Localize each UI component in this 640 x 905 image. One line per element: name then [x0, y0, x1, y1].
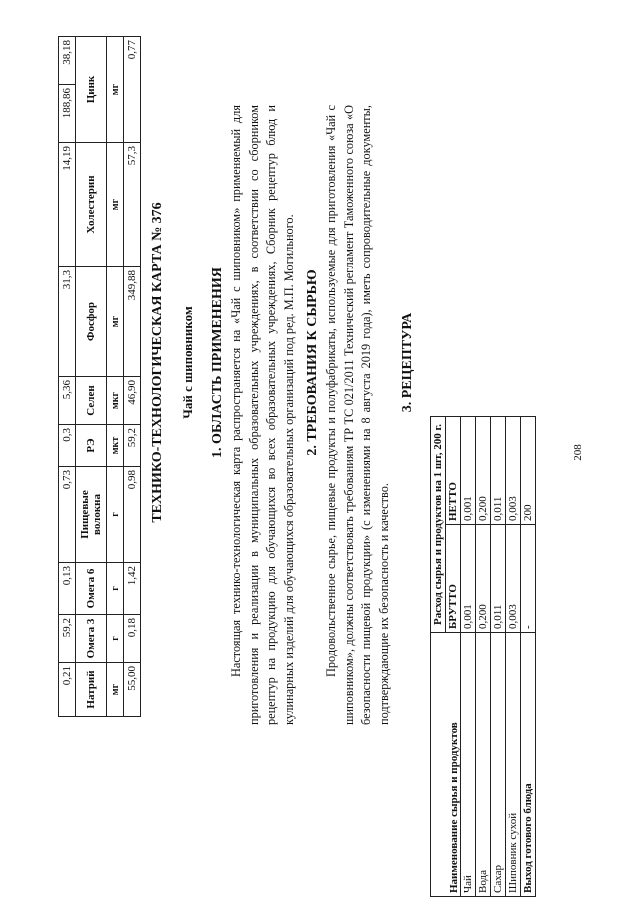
nutrient-top-value: 0,13 [59, 563, 76, 615]
section-heading-scope: 1. ОБЛАСТЬ ПРИМЕНЕНИЯ [210, 267, 225, 458]
table-row [506, 417, 521, 897]
recipe-table [430, 416, 536, 897]
ingredient-brutto: 0,001 [461, 525, 476, 633]
ingredient-brutto: 0,011 [491, 525, 506, 633]
output-label: Выход готового блюда [521, 633, 536, 897]
nutrient-unit: г [107, 467, 124, 563]
ingredient-netto: 0,011 [491, 417, 506, 525]
nutrient-unit: г [107, 615, 124, 663]
nutrient-value: 59,2 [124, 425, 141, 467]
nutrient-value: 349,88 [124, 267, 141, 377]
nutrient-header-row [76, 37, 107, 717]
recipe-col-name: Наименование сырья и продуктов [431, 633, 461, 897]
nutrient-header: РЭ [76, 425, 107, 467]
nutrient-value: 0,98 [124, 467, 141, 563]
nutrient-unit-row [107, 37, 124, 717]
nutrient-header: Фосфор [76, 267, 107, 377]
table-row-output [521, 417, 536, 897]
nutrient-top-value: 0,3 [59, 425, 76, 467]
section-text-scope: Настоящая технико-технологическая карта распространяется на «Чай с шиповником» применяемый для приготовления и реализации в муниципальных образовательных учреждениях, в соответствии со сборником рецептур на продукцию для обучающихся во всех образовательных учреждениях, Сборник рецептур блюд и кулинарных изделий для обучающихся образовательных организаций под ред. М.П. Могильного. [229, 105, 296, 725]
output-brutto: - [521, 525, 536, 633]
recipe-col-netto: НЕТТО [446, 417, 461, 525]
page-number: 208 [572, 444, 584, 461]
section-heading-recipe: 3. РЕЦЕПТУРА [400, 312, 415, 413]
output-netto: 200 [521, 417, 536, 525]
nutrient-unit: г [107, 563, 124, 615]
nutrient-table [58, 36, 141, 717]
ingredient-name: Шиповник сухой [506, 633, 521, 897]
nutrient-header: Пищевые волокна [76, 467, 107, 563]
nutrient-unit: мг [107, 267, 124, 377]
nutrient-top-value: 31,3 [59, 267, 76, 377]
nutrient-unit: мг [107, 143, 124, 267]
section-heading-requirements: 2. ТРЕБОВАНИЯ К СЫРЬЮ [305, 269, 320, 456]
nutrient-top-value: 0,21 [59, 663, 76, 717]
recipe-col-brutto: БРУТТО [446, 525, 461, 633]
nutrient-top-value: 38,18 [59, 37, 76, 85]
ingredient-name: Чай [461, 633, 476, 897]
card-title: ТЕХНИКО-ТЕХНОЛОГИЧЕСКАЯ КАРТА № 376 [150, 202, 165, 523]
nutrient-value: 46,90 [124, 377, 141, 425]
nutrient-value-row [124, 37, 141, 717]
nutrient-value: 57,3 [124, 143, 141, 267]
nutrient-value: 0,18 [124, 615, 141, 663]
ingredient-netto: 0,001 [461, 417, 476, 525]
nutrient-top-value: 0,73 [59, 467, 76, 563]
recipe-col-group: Расход сырья и продуктов на 1 шт, 200 г. [431, 417, 446, 633]
ingredient-name: Вода [476, 633, 491, 897]
recipe-header-row [431, 417, 446, 897]
nutrient-header: Омега 6 [76, 563, 107, 615]
table-row [491, 417, 506, 897]
table-row [476, 417, 491, 897]
nutrient-unit: мг [107, 37, 124, 143]
nutrient-unit: мкг [107, 377, 124, 425]
table-row [461, 417, 476, 897]
nutrient-header: Цинк [76, 37, 107, 143]
nutrient-top-row [59, 37, 76, 717]
nutrient-value: 55,00 [124, 663, 141, 717]
ingredient-netto: 0,200 [476, 417, 491, 525]
nutrient-unit: мкт [107, 425, 124, 467]
nutrient-top-value: 59,2 [59, 615, 76, 663]
ingredient-netto: 0,003 [506, 417, 521, 525]
nutrient-header: Омега 3 [76, 615, 107, 663]
dish-name: Чай с шиповником [180, 306, 195, 419]
nutrient-value: 1,42 [124, 563, 141, 615]
nutrient-header: Селен [76, 377, 107, 425]
ingredient-name: Сахар [491, 633, 506, 897]
nutrient-header: Натрий [76, 663, 107, 717]
ingredient-brutto: 0,200 [476, 525, 491, 633]
nutrient-top-value: 14,19 [59, 143, 76, 267]
section-text-requirements: Продовольственное сырье, пищевые продукты и полуфабрикаты, используемые для приготовления «Чай с шиповником», должны соответствовать требованиям ТР ТС 021/2011 Технический регламент Таможенного союза «О безопасности пищевой продукции» (с изменениями на 8 августа 2019 года), иметь сопроводительные документы, подтверждающие их безопасность и качество. [324, 105, 391, 725]
ingredient-brutto: 0,003 [506, 525, 521, 633]
nutrient-unit: мг [107, 663, 124, 717]
nutrient-top-value: 5,36 [59, 377, 76, 425]
nutrient-header: Холестерин [76, 143, 107, 267]
nutrient-value: 0,77 [124, 37, 141, 143]
nutrient-top-value: 188,86 [59, 85, 76, 143]
